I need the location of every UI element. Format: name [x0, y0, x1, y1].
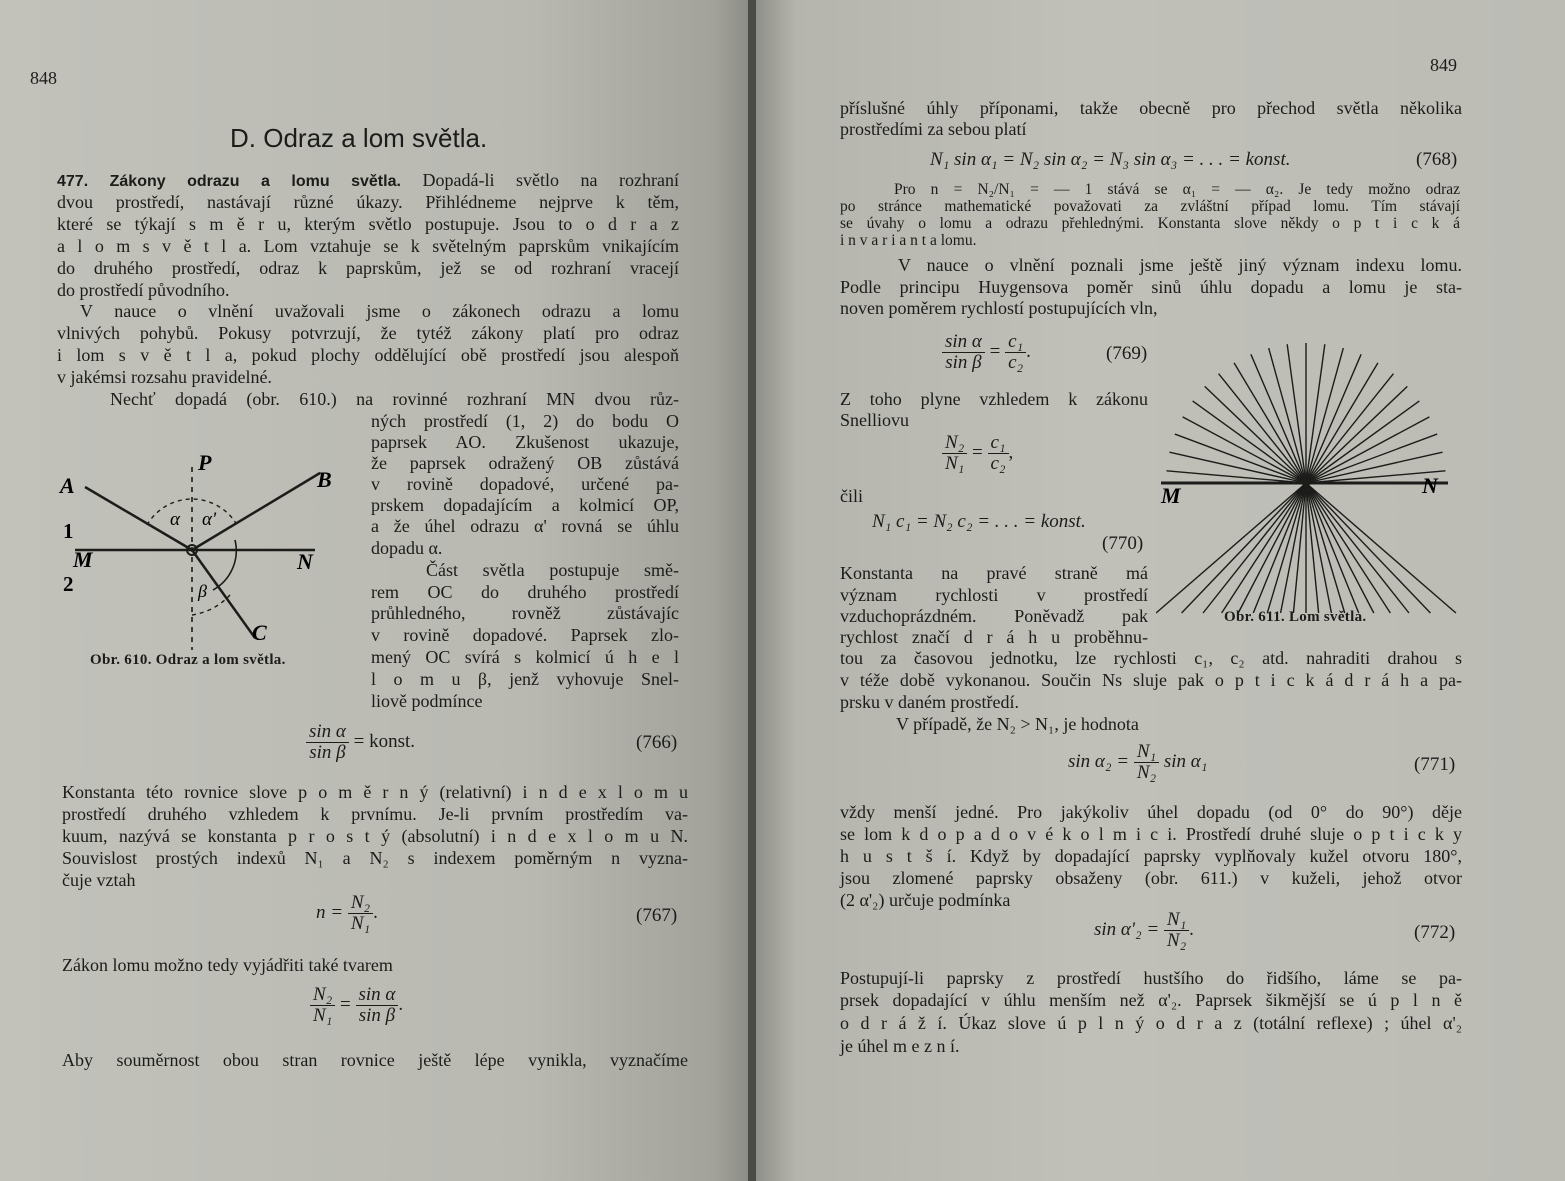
- equation-number: (768): [1416, 149, 1458, 170]
- text-line: a l o m s v ě t l a. Lom vztahuje se k světelným paprskům vnikajícím: [57, 236, 679, 256]
- text-line: je úhel m e z n í.: [840, 1036, 960, 1056]
- fraction: $\frac{\text{N₁}}{\text{N₂}}$: [1134, 742, 1159, 783]
- text-line: do druhého prostředí, odraz k paprskům, jež se od rozhraní vracejí: [57, 258, 679, 278]
- label-n: N: [297, 549, 313, 574]
- label-c: C: [252, 620, 267, 645]
- label-beta: β: [198, 581, 207, 601]
- fraction: $\frac{\text{sin α}}{\text{sin β}}$: [356, 985, 399, 1026]
- text-line: Z toho plyne vzhledem k zákonu: [840, 389, 1148, 409]
- small-text-line: Pro n = N₂/N₁ = — 1 stává se α₁ = — α₂. Je tedy možno odraz: [894, 181, 1460, 198]
- text-line: v rovině dopadové, určené pa-: [371, 474, 679, 494]
- equation-number: (766): [636, 732, 678, 753]
- equation-number: (772): [1414, 922, 1456, 943]
- fraction: $\frac{\text{c₁}}{\text{c₂}}$: [988, 433, 1009, 474]
- text-line: noven poměrem rychlostí postupujících vln,: [840, 298, 1158, 318]
- incident-ray: [1306, 417, 1429, 483]
- text-line: Konstanta této rovnice slove p o m ě r n ý (relativní) i n d e x l o m u: [62, 782, 688, 802]
- label-medium-1: 1: [63, 519, 74, 543]
- text-line: a že úhel odrazu α' rovná se úhlu: [371, 516, 679, 536]
- text-line: které se týkají s m ě r u, kterým světlo postupuje. Jsou to o d r a z: [57, 214, 679, 234]
- label-m: M: [1161, 483, 1181, 508]
- text-line: mený OC svírá s kolmicí ú h e l: [371, 647, 679, 667]
- label-alpha: α: [170, 509, 180, 530]
- text-line: i lom s v ě t l a, pokud plochy oddělující obě prostředí jsou alespoň: [57, 345, 679, 365]
- text-line: Aby souměrnost obou stran rovnice ještě lépe vynikla, vyznačíme: [62, 1050, 688, 1070]
- equation-snell-velocities: $\frac{\text{N₂}}{\text{N₁}}$ = $\frac{\text{c₁}}{\text{c₂}}$ ,: [942, 433, 1013, 474]
- text-line: V nauce o vlnění poznali jsme ještě jiný význam indexu lomu.: [898, 255, 1462, 275]
- text-line: l o m u β, jenž vyhovuje Snel-: [371, 669, 679, 689]
- text-line: prskem dopadajícím a kolmicí OP,: [371, 495, 679, 515]
- refracted-ray: [1253, 483, 1306, 613]
- incident-ray: [1183, 417, 1306, 483]
- equation-771: sin α₂ = $\frac{\text{N₁}}{\text{N₂}}$ sin α₁: [1068, 741, 1208, 783]
- equation-767: n = $\frac{\text{N₂}}{\text{N₁}}$ .: [316, 892, 378, 934]
- right-page: [756, 0, 1565, 1181]
- equation-769: $\frac{\text{sin α}}{\text{sin β}}$ = $\frac{\text{c₁}}{\text{c₂}}$ .: [942, 332, 1031, 373]
- equation-766: $\frac{\text{sin α}}{\text{sin β}}$ = konst.: [306, 722, 415, 763]
- text-line: vzduchoprázdném. Poněvadž pak: [840, 606, 1148, 626]
- text-line: Podle principu Huygensova poměr sinů úhlu dopadu a lomu je sta-: [840, 277, 1462, 297]
- incident-ray: [1269, 348, 1306, 483]
- incident-rays: [1167, 343, 1446, 483]
- text-line: prsku v daném prostředí.: [840, 692, 1019, 712]
- text-line: h u s t š í. Když by dopadající paprsky vyplňovaly kužel otvoru 180°,: [840, 846, 1462, 866]
- text-line: ných prostředí (1, 2) do bodu O: [371, 411, 679, 431]
- refracted-ray: [1306, 483, 1359, 613]
- fraction: $\frac{\text{N₂}}{\text{N₁}}$: [310, 985, 335, 1026]
- text-line: v jakémsi rozsahu pravidelné.: [57, 367, 272, 387]
- figure-610-caption: Obr. 610. Odraz a lom světla.: [90, 652, 286, 668]
- label-medium-2: 2: [63, 572, 74, 596]
- small-text-line: i n v a r i a n t a lomu.: [840, 232, 977, 249]
- text-line: tou za časovou jednotku, lze rychlosti c₁, c₂ atd. nahraditi drahou s: [840, 648, 1462, 668]
- refracted-ray: [1203, 483, 1306, 613]
- equation-770: N₁ c₁ = N₂ c₂ = . . . = konst.: [872, 511, 1086, 532]
- figure-611-refraction-fan: [1156, 335, 1466, 615]
- text-line: příslušné úhly příponami, takže obecně pro přechod světla několika: [840, 98, 1462, 118]
- fraction: $\frac{\text{c₁}}{\text{c₂}}$: [1005, 332, 1026, 373]
- equation-772: sin α'₂ = $\frac{\text{N₁}}{\text{N₂}}$ .: [1094, 909, 1194, 951]
- figure-610-reflection-refraction: [55, 445, 355, 660]
- page-number: 848: [30, 68, 57, 88]
- text-line: liově podmínce: [371, 691, 483, 711]
- text-line: Část světla postupuje smě-: [426, 560, 679, 580]
- left-page: [0, 0, 752, 1181]
- equation-768: N₁ sin α₁ = N₂ sin α₂ = N₃ sin α₃ = . . . = konst.: [930, 149, 1291, 170]
- text-line: v téže době vykonanou. Součin Ns sluje pak o p t i c k á d r á h a pa-: [840, 670, 1462, 690]
- refracted-rays: [1156, 483, 1456, 613]
- text-line: se lom k d o p a d o v é k o l m i c i. Prostředí druhé sluje o p t i c k y: [840, 824, 1462, 844]
- text-line: prostředí druhého vzhledem k prvnímu. Je-li prvním prostředím va-: [62, 804, 688, 824]
- incident-ray: [1167, 471, 1306, 483]
- text-line: rychlost značí d r á h u proběhnu-: [840, 627, 1148, 647]
- equation-number: (771): [1414, 754, 1456, 775]
- figure-611-caption: Obr. 611. Lom světla.: [1224, 609, 1367, 625]
- text-line: Zákon lomu možno tedy vyjádřiti také tvarem: [62, 955, 393, 975]
- incident-ray: [1306, 386, 1407, 483]
- fraction: $\frac{\text{sin α}}{\text{sin β}}$: [306, 722, 349, 763]
- text-line: že paprsek odražený OB zůstává: [371, 453, 679, 473]
- label-m: M: [73, 547, 93, 572]
- text-line: Postupují-li paprsky z prostředí hustšího do řidšího, láme se pa-: [840, 968, 1462, 988]
- text-line: paprsek AO. Zkušenost ukazuje,: [371, 432, 679, 452]
- text-line: prsek dopadající v úhlu menším než α'₂. Paprsek šikmější se ú p l n ě: [840, 990, 1462, 1010]
- text-line: význam rychlosti v prostředí: [840, 585, 1148, 605]
- text-line: kuum, nazývá se konstanta p r o s t ý (absolutní) i n d e x l o m u N.: [62, 826, 688, 846]
- text-line: Snelliovu: [840, 410, 910, 430]
- text-line: V případě, že N₂ > N₁, je hodnota: [896, 714, 1139, 734]
- text-line: V nauce o vlnění uvažovali jsme o zákonech odrazu a lomu: [80, 301, 679, 321]
- paragraph-heading: 477. Zákony odrazu a lomu světla.: [57, 173, 401, 190]
- incident-ray: [1306, 363, 1378, 483]
- text-line: průhledného, rovněž zůstávajíc: [371, 603, 679, 623]
- text-line: dopadu α.: [371, 538, 443, 558]
- text-line: prostředími za sebou platí: [840, 119, 1027, 139]
- label-alpha-prime: α': [202, 509, 217, 530]
- text-line: v rovině dopadové. Paprsek zlo-: [371, 625, 679, 645]
- small-text-line: se úvahy o lomu a odrazu přehlednými. Konstanta slove někdy o p t i c k á: [840, 215, 1460, 232]
- fraction: $\frac{\text{N₂}}{\text{N₁}}$: [348, 893, 373, 934]
- text-line: čili: [840, 486, 863, 506]
- text-line: do prostředí původního.: [57, 280, 230, 300]
- equation-number: (769): [1106, 343, 1148, 364]
- incident-ray: [1205, 386, 1306, 483]
- text-line: rem OC do druhého prostředí: [371, 582, 679, 602]
- small-text-line: po stránce mathematické považovati za zvláštní případ lomu. Tím stávají: [840, 198, 1460, 215]
- refracted-ray: [1306, 483, 1409, 613]
- paragraph-477-heading-line: [57, 170, 679, 192]
- label-b: B: [317, 467, 332, 492]
- text-line: dvou prostředí, nastávají různé úkazy. Přihlédneme nejprve k těm,: [57, 192, 679, 212]
- incident-ray: [1234, 363, 1306, 483]
- label-n: N: [1422, 473, 1438, 498]
- incidence-point: [1302, 479, 1310, 487]
- equation-snell-law: $\frac{\text{N₂}}{\text{N₁}}$ = $\frac{\text{sin α}}{\text{sin β}}$ .: [310, 985, 403, 1026]
- fraction: $\frac{\text{N₁}}{\text{N₂}}$: [1164, 910, 1189, 951]
- text-line: o d r á ž í. Úkaz slove ú p l n ý o d r a z (totální reflexe) ; úhel α'₂: [840, 1013, 1462, 1033]
- fraction: $\frac{\text{sin α}}{\text{sin β}}$: [942, 332, 985, 373]
- text-line: Konstanta na pravé straně má: [840, 563, 1148, 583]
- label-p: P: [198, 450, 212, 475]
- text-line: vždy menší jedné. Pro jakýkoliv úhel dopadu (od 0° do 90°) děje: [840, 802, 1462, 822]
- text-line: čuje vztah: [62, 870, 136, 890]
- text-line: vlnivých pohybů. Pokusy potvrzují, že tytéž zákony platí pro odraz: [57, 323, 679, 343]
- text-line: Souvislost prostých indexů N₁ a N₂ s indexem poměrným n vyzna-: [62, 848, 688, 868]
- label-a: A: [60, 473, 75, 498]
- text-line: (2 α'₂) určuje podmínka: [840, 890, 1011, 910]
- text-line: jsou zlomené paprsky obsaženy (obr. 611.) v kuželi, jehož otvor: [840, 868, 1462, 888]
- refracted-ray: [1306, 483, 1456, 613]
- equation-number: (770): [1102, 533, 1144, 554]
- equation-number: (767): [636, 905, 678, 926]
- text-line: Nechť dopadá (obr. 610.) na rovinné rozhraní MN dvou růz-: [110, 389, 679, 409]
- fraction: $\frac{\text{N₂}}{\text{N₁}}$: [942, 433, 967, 474]
- text-line: Dopadá-li světlo na rozhraní: [400, 170, 679, 190]
- page-number: 849: [1430, 55, 1457, 75]
- section-title: D. Odraz a lom světla.: [230, 123, 488, 153]
- incident-ray: [1306, 348, 1343, 483]
